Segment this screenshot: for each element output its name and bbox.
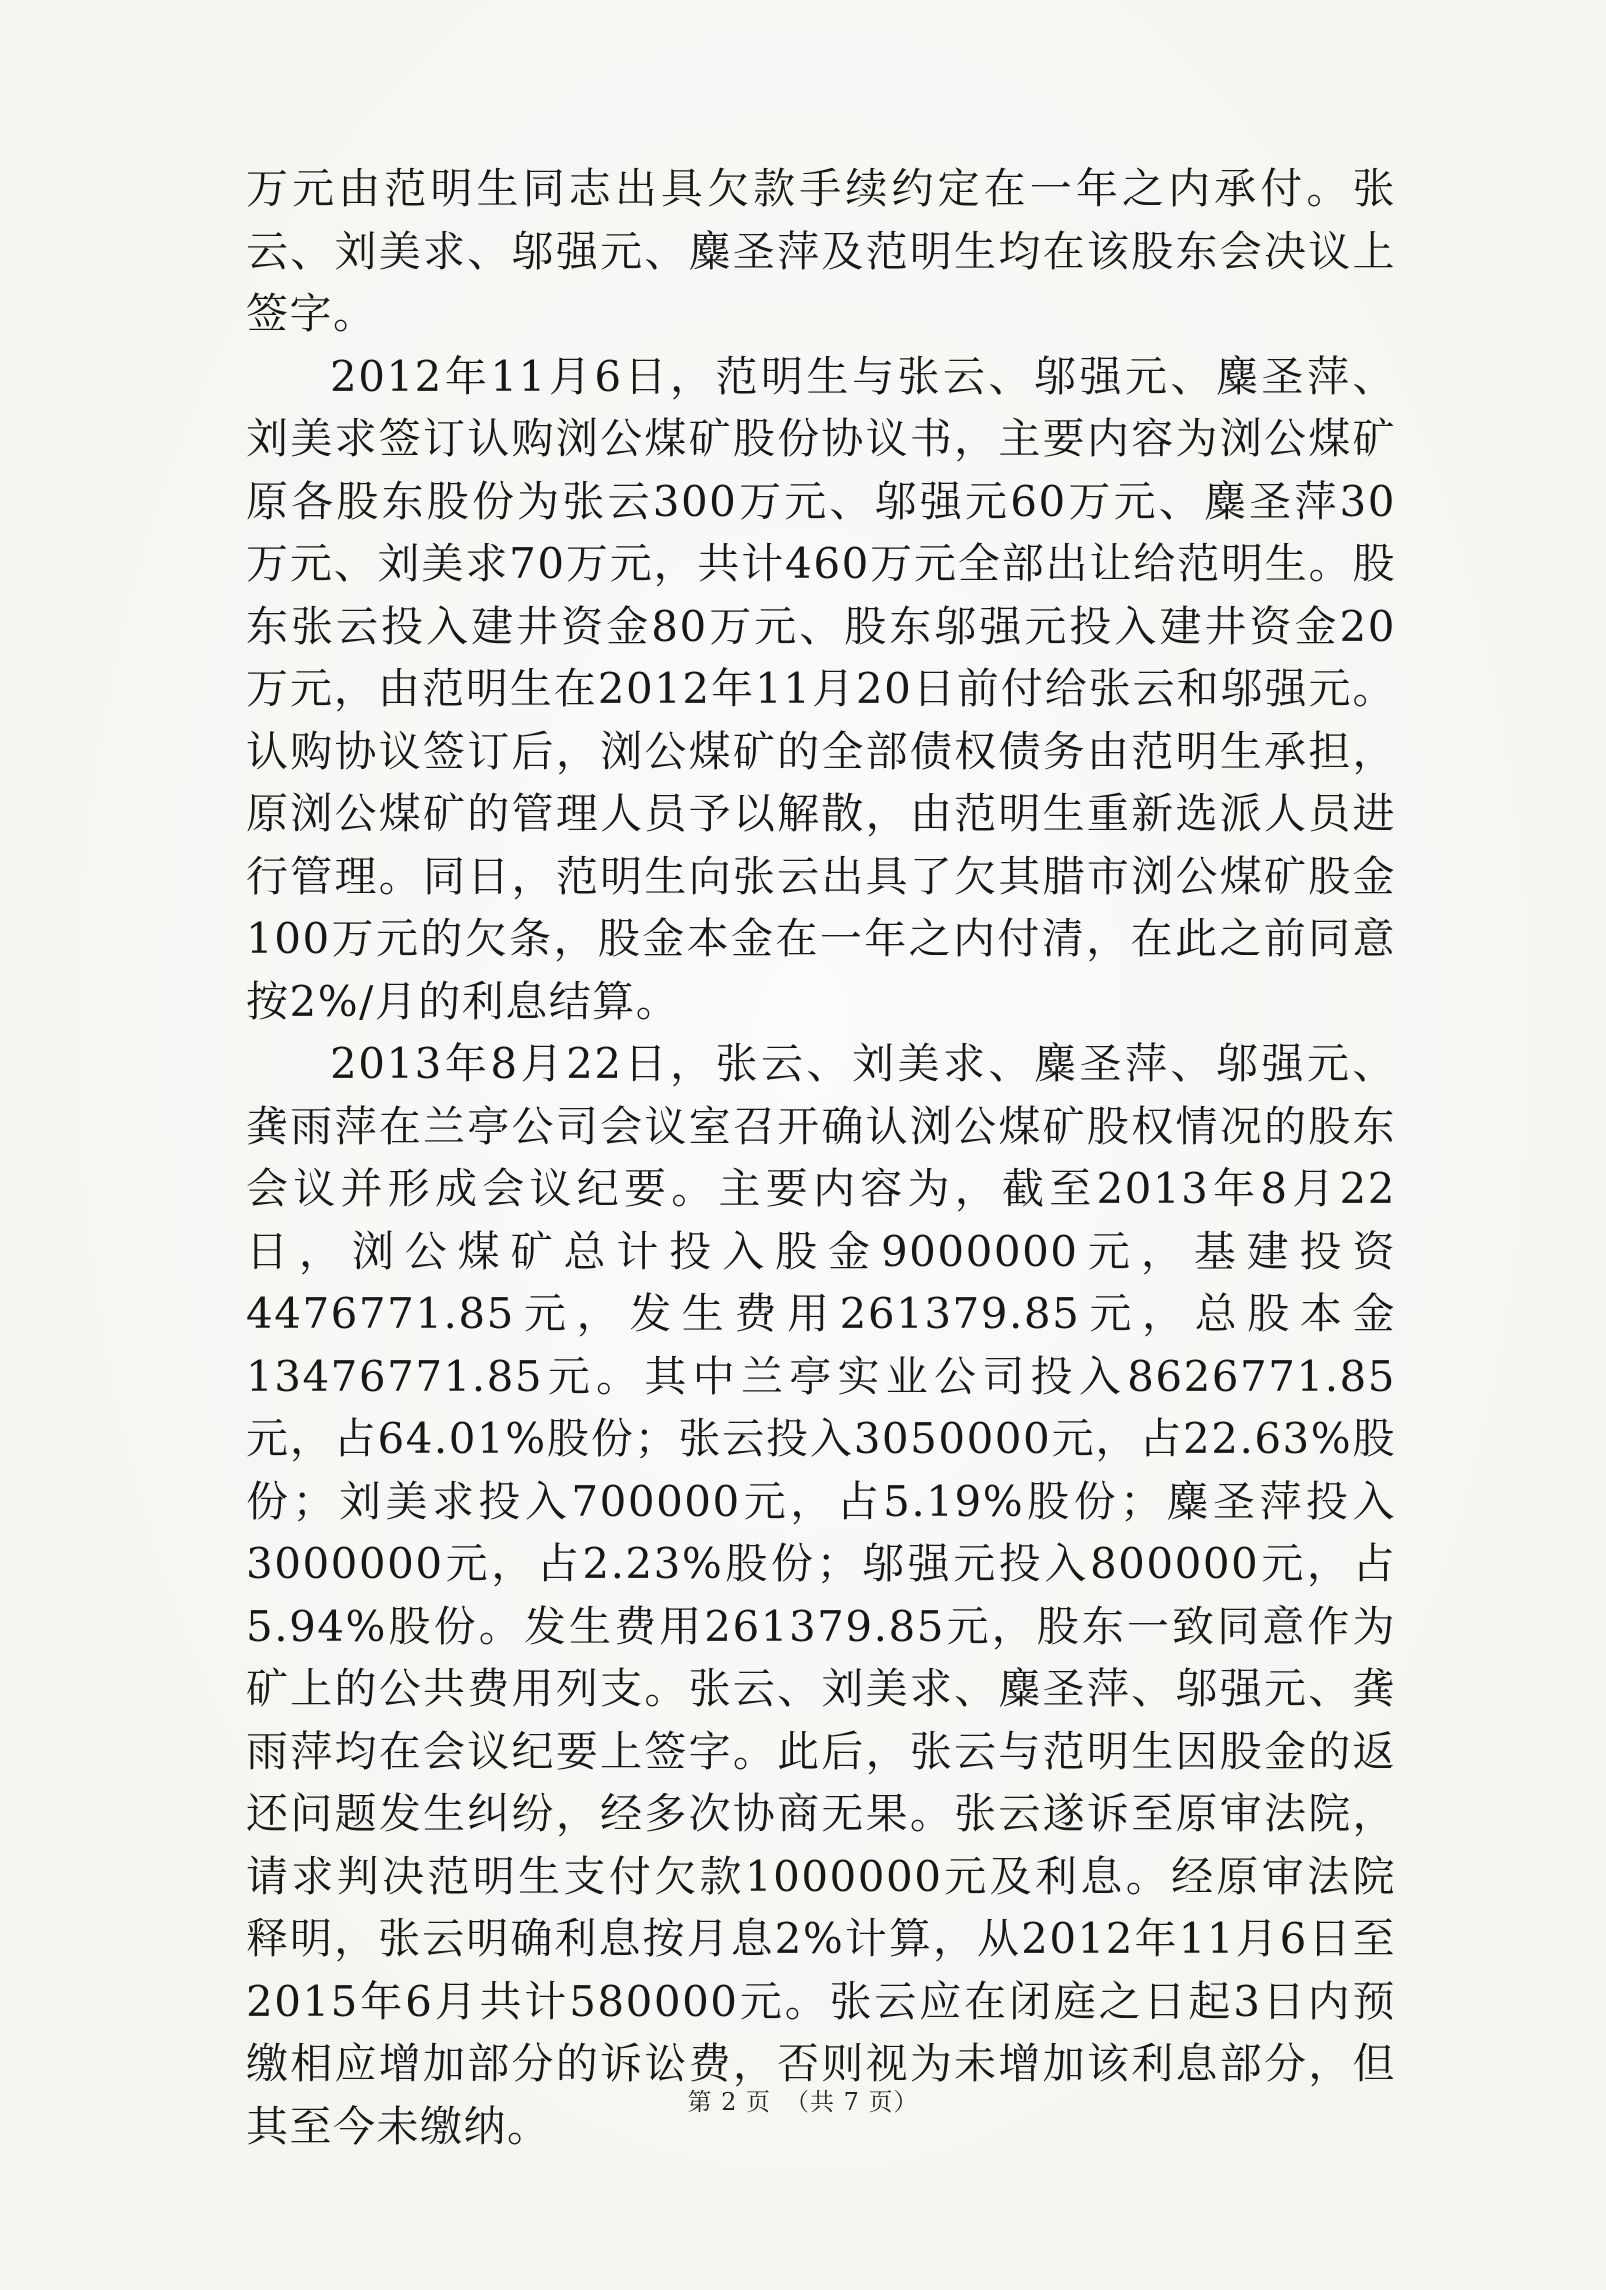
- paragraph-continued: 万元由范明生同志出具欠款手续约定在一年之内承付。张云、刘美求、邬强元、麋圣萍及范明生均在该股东会决议上签字。: [246, 164, 1396, 338]
- paragraph-share-agreement: 2012年11月6日，范明生与张云、邬强元、麋圣萍、刘美求签订认购浏公煤矿股份协议书，主要内容为浏公煤矿原各股东股份为张云300万元、邬强元60万元、麋圣萍30万元、刘美求70万元，共计460万元全部出让给范明生。股东张云投入建井资金80万元、股东邬强元投入建井资金20万元，由范明生在2012年11月20日前付给张云和邬强元。认购协议签订后，浏公煤矿的全部债权债务由范明生承担，原浏公煤矿的管理人员予以解散，由范明生重新选派人员进行管理。同日，范明生向张云出具了欠其腊市浏公煤矿股金100万元的欠条，股金本金在一年之内付清，在此之前同意按2%/月的利息结算。: [246, 351, 1396, 1026]
- page-footer: [0, 2082, 1606, 2117]
- document-body: [246, 158, 1396, 2158]
- page-total: （共 7 页）: [785, 2088, 919, 2116]
- page-number: 第 2 页: [687, 2088, 771, 2116]
- paragraph-shareholder-meeting: 2013年8月22日，张云、刘美求、麋圣萍、邬强元、龚雨萍在兰亭公司会议室召开确认浏公煤矿股权情况的股东会议并形成会议纪要。主要内容为，截至2013年8月22日，浏公煤矿总计投入股金9000000元，基建投资4476771.85元，发生费用261379.85元，总股本金13476771.85元。其中兰亭实业公司投入8626771.85元，占64.01%股份；张云投入3050000元，占22.63%股份；刘美求投入700000元，占5.19%股份；麋圣萍投入3000000元，占2.23%股份；邬强元投入800000元，占5.94%股份。发生费用261379.85元，股东一致同意作为矿上的公共费用列支。张云、刘美求、麋圣萍、邬强元、龚雨萍均在会议纪要上签字。此后，张云与范明生因股金的返还问题发生纠纷，经多次协商无果。张云遂诉至原审法院，请求判决范明生支付欠款1000000元及利息。经原审法院释明，张云明确利息按月息2%计算，从2012年11月6日至2015年6月共计580000元。张云应在闭庭之日起3日内预缴相应增加部分的诉讼费，否则视为未增加该利息部分，但其至今未缴纳。: [246, 1039, 1396, 2151]
